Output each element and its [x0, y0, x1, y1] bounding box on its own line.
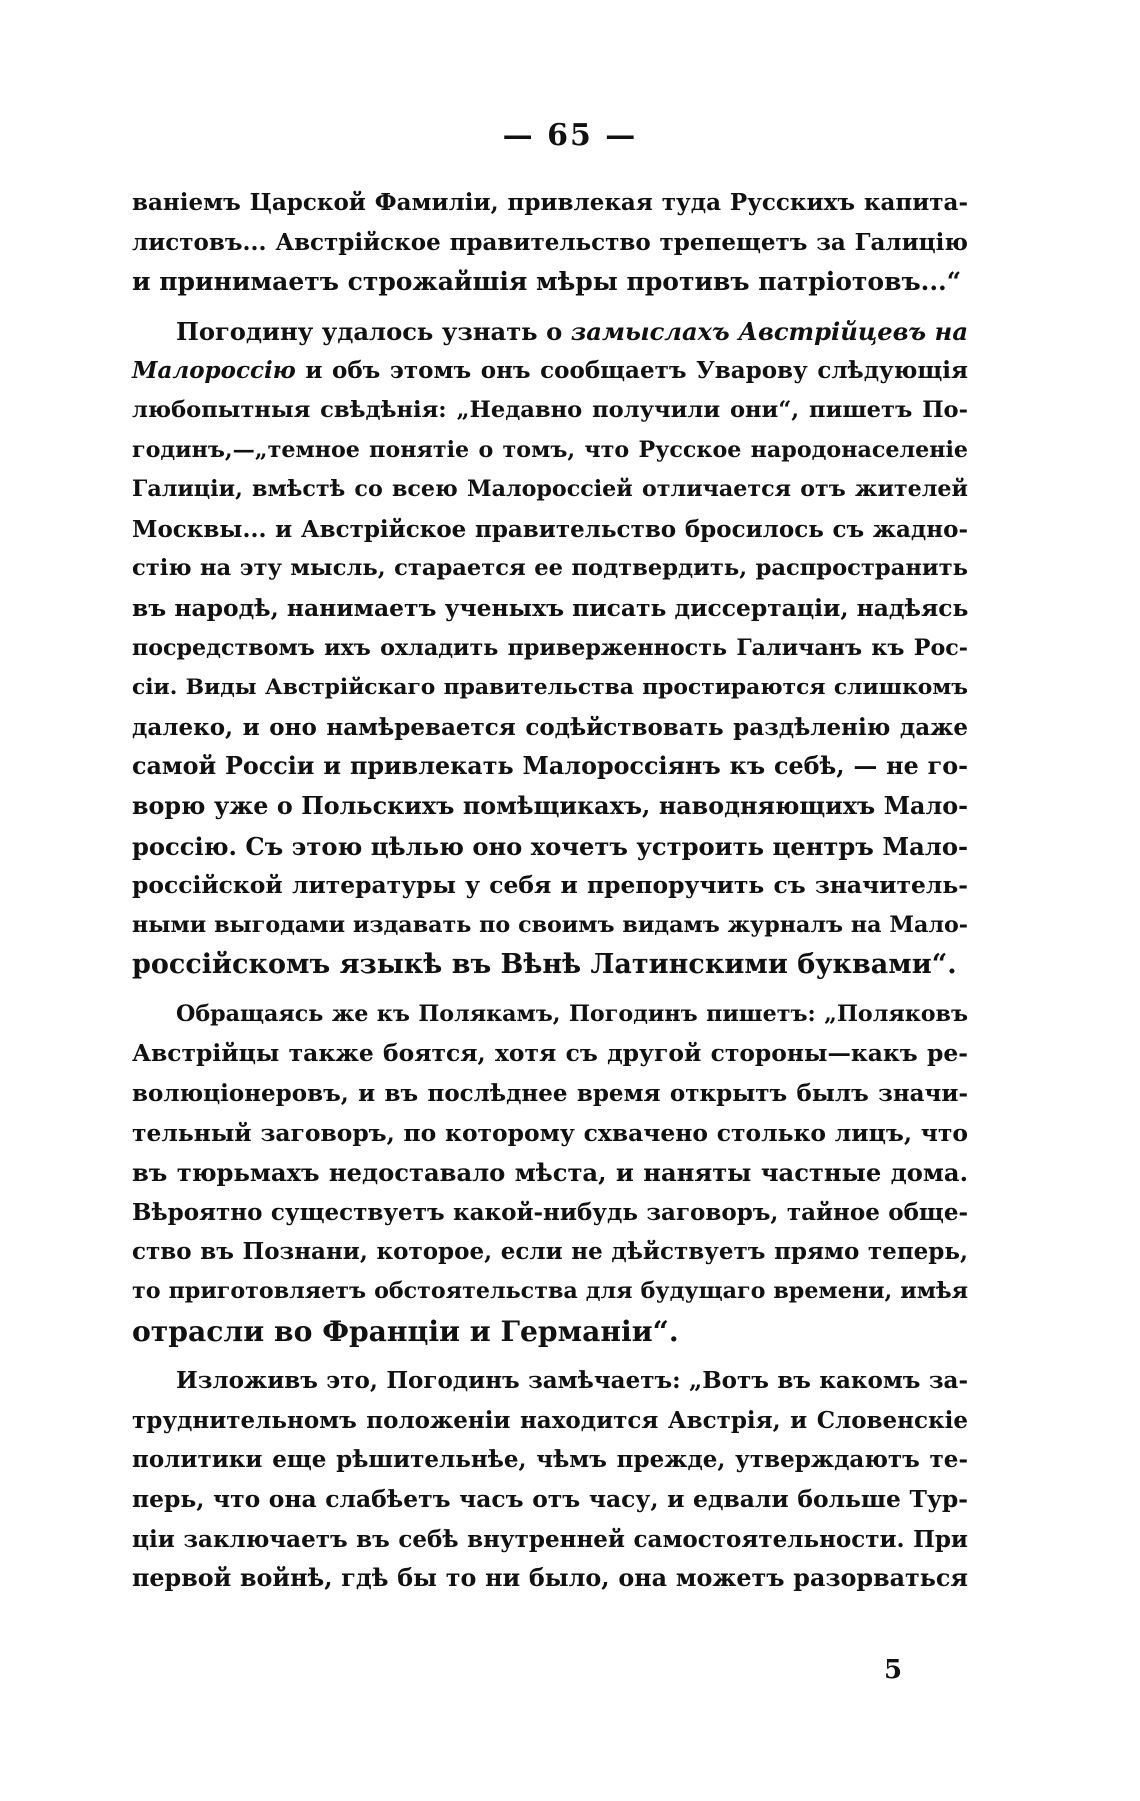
- text-line: Австрійцы также боятся, хотя съ другой стороны—какъ ре-: [132, 1039, 968, 1068]
- text-line: ворю уже о Польскихъ помѣщикахъ, наводняющихъ Мало-: [132, 791, 968, 820]
- text-run: и объ этомъ онъ сообщаетъ Уварову слѣдующія: [305, 357, 968, 385]
- text-line: ціи заключаетъ въ себѣ внутренней самостоятельности. При: [132, 1525, 968, 1553]
- text-line: волюціонеровъ, и въ послѣднее время открытъ былъ значи-: [132, 1080, 968, 1108]
- text-line: то приготовляетъ обстоятельства для будущаго времени, имѣя: [132, 1278, 968, 1305]
- text-line: годинъ,—„темное понятіе о томъ, что Русское народонаселеніе: [132, 436, 968, 463]
- text-line: россійскомъ языкѣ въ Вѣнѣ Латинскими буквами“.: [132, 949, 957, 981]
- text-line: [132, 351, 968, 391]
- text-line: посредствомъ ихъ охладить приверженность Галичанъ къ Рос-: [132, 634, 968, 661]
- text-line: россію. Съ этою цѣлью оно хочетъ устроить центръ Мало-: [132, 831, 968, 861]
- italic-run: Малороссію: [132, 357, 296, 385]
- text-line: перь, что она слабѣетъ часъ отъ часу, и едвали больше Тур-: [132, 1485, 968, 1513]
- italic-run: замыслахъ Австрійцевъ на: [570, 316, 968, 346]
- text-line: Галиціи, вмѣстѣ со всею Малороссіей отличается отъ жителей: [132, 476, 968, 503]
- text-line: труднительномъ положеніи находится Австрія, и Словенскіе: [132, 1406, 968, 1434]
- text-line: сіи. Виды Австрійскаго правительства простираются слишкомъ: [132, 675, 968, 701]
- text-line: любопытныя свѣдѣнія: „Недавно получили они“, пишетъ По-: [132, 396, 968, 423]
- text-line: Изложивъ это, Погодинъ замѣчаетъ: „Вотъ въ какомъ за-: [176, 1367, 968, 1395]
- body-text: [132, 183, 968, 1599]
- text-line: тельный заговоръ, по которому схвачено столько лицъ, что: [132, 1118, 968, 1147]
- text-line: Москвы... и Австрійское правительство бросилось съ жадно-: [132, 515, 968, 543]
- text-line: ными выгодами издавать по своимъ видамъ журналъ на Мало-: [132, 911, 968, 938]
- text-line: отрасли во Франціи и Германіи“.: [132, 1314, 679, 1348]
- text-line: Обращаясь же къ Полякамъ, Погодинъ пишетъ: „Поляковъ: [176, 1000, 968, 1027]
- text-run: Погодину удалось узнать о: [176, 316, 563, 346]
- text-line: первой войнѣ, гдѣ бы то ни было, она можетъ разорваться: [132, 1564, 968, 1593]
- text-line: листовъ... Австрійское правительство трепещетъ за Галицію: [132, 228, 968, 256]
- page-number: — 65 —: [502, 118, 638, 153]
- text-line: ство въ Познани, которое, если не дѣйствуетъ прямо теперь,: [132, 1238, 968, 1266]
- text-line: стію на эту мысль, старается ее подтвердить, распространить: [132, 555, 968, 582]
- text-line: въ тюрьмахъ недоставало мѣста, и наняты частные дома.: [132, 1158, 968, 1188]
- signature-mark: 5: [884, 1655, 903, 1685]
- text-line: далеко, и оно намѣревается содѣйствовать раздѣленію даже: [132, 713, 968, 741]
- text-line: Вѣроятно существуетъ какой-нибудь заговоръ, тайное обще-: [132, 1198, 968, 1226]
- text-line: политики еще рѣшительнѣе, чѣмъ прежде, утверждаютъ те-: [132, 1446, 968, 1474]
- text-line: въ народѣ, нанимаетъ ученыхъ писать диссертаціи, надѣясь: [132, 593, 969, 622]
- text-line: и принимаетъ строжайшія мѣры противъ патріотовъ...“: [132, 267, 962, 297]
- text-line: самой Россіи и привлекать Малороссіянъ къ себѣ, — не го-: [132, 752, 968, 781]
- text-line: [132, 312, 968, 352]
- text-line: ваніемъ Царской Фамиліи, привлекая туда Русскихъ капита-: [132, 189, 968, 216]
- text-line: россійской литературы у себя и препоручить съ значитель-: [132, 871, 968, 900]
